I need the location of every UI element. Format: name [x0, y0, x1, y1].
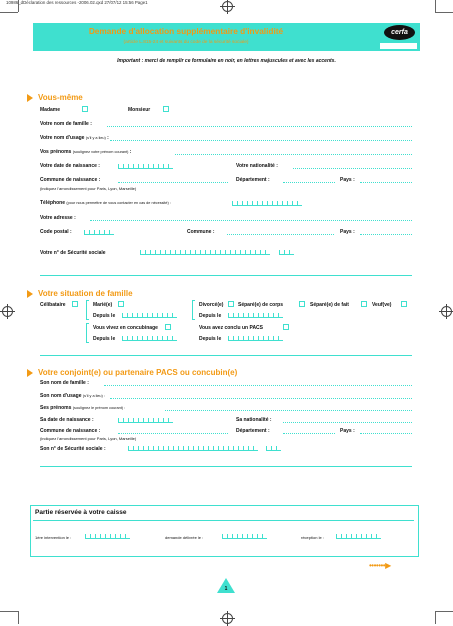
- pacs-depuis-label: Depuis le: [199, 336, 222, 342]
- section-divider: [40, 355, 412, 356]
- marie-label: Marié(e): [93, 302, 113, 308]
- adresse-field[interactable]: [90, 220, 412, 221]
- pacs-label: Vous avez conclu un PACS: [199, 325, 263, 331]
- conjoint-secu-field[interactable]: [128, 446, 258, 451]
- section-arrow-icon: [27, 290, 33, 298]
- pacs-checkbox[interactable]: [283, 324, 289, 330]
- celibataire-label: Célibataire: [40, 302, 66, 308]
- crop-mark: [435, 611, 453, 612]
- concubinage-label: Vous vivez en concubinage: [93, 325, 158, 331]
- conjoint-departement-field[interactable]: [283, 433, 335, 434]
- conjoint-secu-key-field[interactable]: [266, 446, 281, 451]
- section-title-situation: Votre situation de famille: [38, 289, 133, 298]
- divorce-checkbox[interactable]: [228, 301, 234, 307]
- veuf-label: Veuf(ve): [372, 302, 392, 308]
- marie-depuis-label: Depuis le: [93, 313, 116, 319]
- marie-date-field[interactable]: [122, 313, 177, 318]
- monsieur-checkbox[interactable]: [163, 106, 169, 112]
- crop-mark: [18, 0, 19, 12]
- madame-checkbox[interactable]: [82, 106, 88, 112]
- commune-naissance-field[interactable]: [118, 182, 228, 183]
- divorce-depuis-label: Depuis le: [199, 313, 222, 319]
- bracket: [192, 300, 195, 320]
- conjoint-nom-famille-field[interactable]: [104, 385, 412, 386]
- registration-mark: [222, 1, 233, 12]
- reserved-title: Partie réservée à votre caisse: [35, 509, 127, 516]
- registration-mark: [222, 613, 233, 624]
- cerfa-logo: cerfa: [384, 25, 415, 40]
- divorce-label: Divorcé(e): [199, 302, 224, 308]
- departement-field[interactable]: [283, 182, 335, 183]
- commune-label: Commune :: [187, 229, 215, 235]
- telephone-label: Téléphone (pour nous permettre de vous contacter en cas de nécessité) :: [40, 200, 171, 206]
- conjoint-prenoms-label: Ses prénoms (soulignez le prénom courant) :: [40, 405, 126, 411]
- pays2-field[interactable]: [360, 234, 412, 235]
- pays-label: Pays :: [340, 177, 355, 183]
- code-postal-label: Code postal :: [40, 229, 72, 235]
- reserved-title-underline: [33, 520, 414, 521]
- crop-mark: [435, 611, 436, 624]
- arrondissement-note: (indiquez l'arrondissement pour Paris, Lyon, Marseille): [40, 186, 137, 191]
- crop-mark: [18, 611, 19, 624]
- conjoint-secu-label: Son n° de Sécurité sociale :: [40, 446, 106, 452]
- section-title-vous-meme: Vous-même: [38, 93, 83, 102]
- intervention-label: 1ère intervention le :: [35, 535, 72, 540]
- reception-date-field[interactable]: [336, 534, 381, 539]
- telephone-field[interactable]: [232, 201, 302, 206]
- date-naissance-field[interactable]: [118, 164, 173, 169]
- section-arrow-icon: [27, 369, 33, 377]
- bracket: [86, 323, 89, 343]
- marie-checkbox[interactable]: [118, 301, 124, 307]
- print-header: 10986_dDéclaration des ressources -2006.02.qxd 27/07/12 15:56 Page1: [6, 0, 148, 5]
- nom-famille-field[interactable]: [107, 126, 412, 127]
- conjoint-pays-label: Pays :: [340, 428, 355, 434]
- nom-usage-field[interactable]: [110, 140, 412, 141]
- concubinage-depuis-label: Depuis le: [93, 336, 116, 342]
- monsieur-label: Monsieur: [128, 107, 151, 113]
- important-notice: Important : merci de remplir ce formulaire en noir, en lettres majuscules et avec les accents.: [117, 58, 336, 64]
- intervention-date-field[interactable]: [85, 534, 130, 539]
- commune-field[interactable]: [227, 234, 334, 235]
- conjoint-nationalite-label: Sa nationalité :: [236, 417, 272, 423]
- nationalite-label: Votre nationalité :: [236, 163, 278, 169]
- conjoint-nom-famille-label: Son nom de famille :: [40, 380, 89, 386]
- conjoint-departement-label: Département :: [236, 428, 270, 434]
- secu-field[interactable]: [140, 250, 270, 255]
- section-arrow-icon: [27, 94, 33, 102]
- departement-label: Département :: [236, 177, 270, 183]
- veuf-checkbox[interactable]: [401, 301, 407, 307]
- separe-fait-checkbox[interactable]: [361, 301, 367, 307]
- page-number: 1: [224, 586, 228, 592]
- concubinage-checkbox[interactable]: [165, 324, 171, 330]
- separe-corps-label: Séparé(e) de corps: [238, 302, 284, 308]
- pays2-label: Pays :: [340, 229, 355, 235]
- crop-mark: [435, 12, 453, 13]
- celibataire-checkbox[interactable]: [72, 301, 78, 307]
- bracket: [86, 300, 89, 320]
- demande-label: demande délivrée le :: [165, 535, 204, 540]
- form-title: Demande d'allocation supplémentaire d'invalidité: [88, 26, 284, 36]
- conjoint-date-naissance-label: Sa date de naissance :: [40, 417, 94, 423]
- commune-naissance-label: Commune de naissance :: [40, 177, 101, 183]
- pacs-date-field[interactable]: [228, 336, 283, 341]
- nationalite-field[interactable]: [293, 168, 412, 169]
- conjoint-nom-usage-label: Son nom d'usage (s'il y a lieu) :: [40, 393, 105, 399]
- reception-label: réception le :: [301, 535, 324, 540]
- prenoms-label: Vos prénoms (soulignez votre prénom courant) :: [40, 149, 132, 155]
- crop-mark: [435, 0, 436, 12]
- date-naissance-label: Votre date de naissance :: [40, 163, 100, 169]
- conjoint-date-naissance-field[interactable]: [118, 418, 173, 423]
- conjoint-commune-naissance-label: Commune de naissance :: [40, 428, 101, 434]
- section-divider: [40, 275, 412, 276]
- separe-corps-checkbox[interactable]: [299, 301, 305, 307]
- form-subtitle: (article L.815-24 et suivants du code de la sécurité sociale): [123, 40, 249, 45]
- madame-label: Madame: [40, 107, 61, 113]
- section-title-conjoint: Votre conjoint(e) ou partenaire PACS ou concubin(e): [38, 368, 238, 377]
- cerfa-number-box: [380, 43, 417, 49]
- prenoms-field[interactable]: [175, 154, 412, 155]
- crop-mark: [0, 12, 18, 13]
- concubinage-date-field[interactable]: [122, 336, 177, 341]
- secu-key-field[interactable]: [279, 250, 294, 255]
- conjoint-arrondissement-note: (indiquez l'arrondissement pour Paris, Lyon, Marseille): [40, 436, 137, 441]
- pays-field[interactable]: [360, 182, 412, 183]
- nom-usage-label: Votre nom d'usage (s'il y a lieu) :: [40, 135, 109, 141]
- registration-mark: [2, 306, 13, 317]
- conjoint-prenoms-field[interactable]: [165, 410, 412, 411]
- conjoint-nationalite-field[interactable]: [283, 422, 412, 423]
- adresse-label: Votre adresse :: [40, 215, 76, 221]
- secu-label: Votre n° de Sécurité sociale: [40, 250, 106, 256]
- next-page-arrow-icon: •••••••▶: [369, 561, 391, 570]
- code-postal-field[interactable]: [84, 230, 114, 235]
- demande-date-field[interactable]: [222, 534, 267, 539]
- divorce-date-field[interactable]: [228, 313, 283, 318]
- separe-fait-label: Séparé(e) de fait: [310, 302, 349, 308]
- nom-famille-label: Votre nom de famille :: [40, 121, 92, 127]
- section-divider: [40, 466, 412, 467]
- crop-mark: [0, 611, 18, 612]
- conjoint-commune-naissance-field[interactable]: [118, 433, 228, 434]
- conjoint-pays-field[interactable]: [360, 433, 412, 434]
- registration-mark: [441, 306, 452, 317]
- conjoint-nom-usage-field[interactable]: [110, 398, 412, 399]
